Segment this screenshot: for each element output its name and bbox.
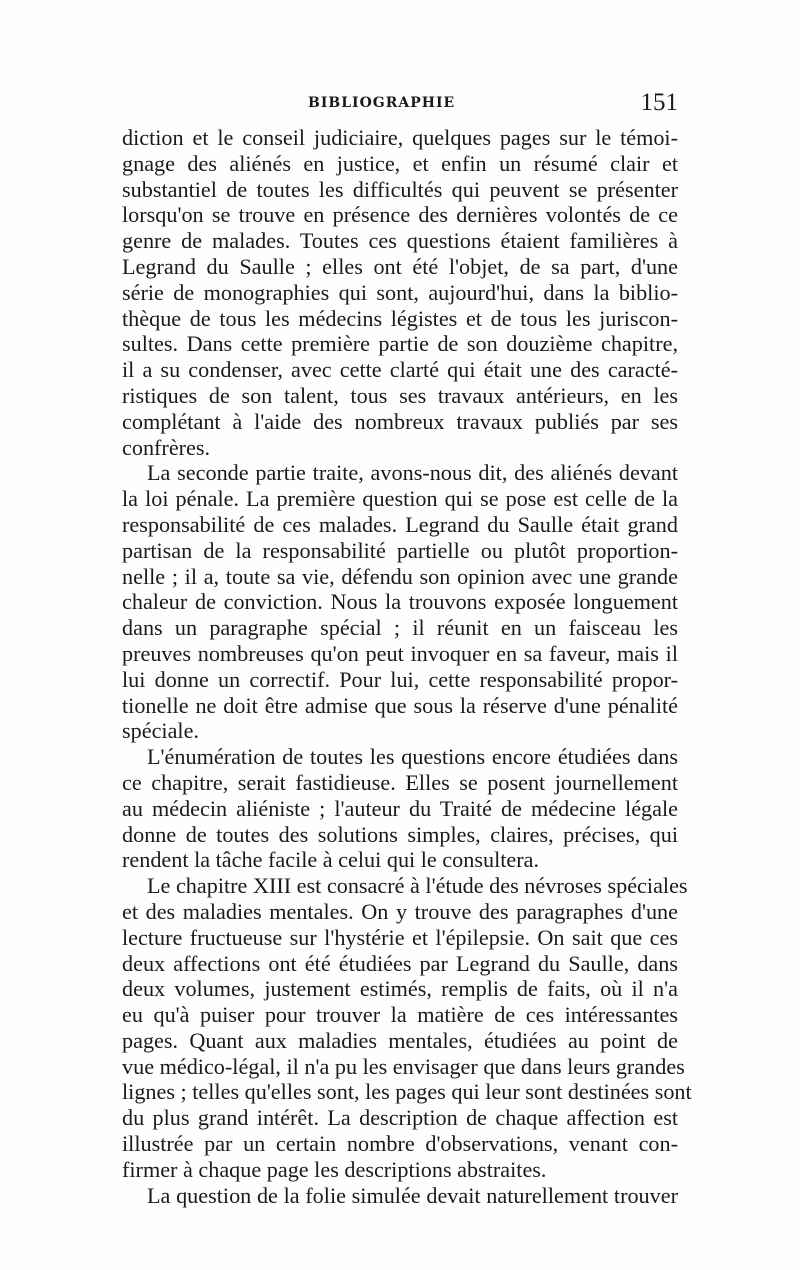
text-line: gnage des aliénés en justice, et enfin un résumé clair et [122,150,678,176]
text-line: lignes ; telles qu'elles sont, les pages qui leur sont destinées sont [122,1079,692,1105]
text-line: dans un paragraphe spécial ; il réunit en un faisceau les [122,615,678,641]
text-line: preuves nombreuses qu'on peut invoquer en sa faveur, mais il [122,640,678,666]
text-line: Legrand du Saulle ; elles ont été l'objet, de sa part, d'une [122,253,678,279]
text-line: tionelle ne doit être admise que sous la réserve d'une pénalité [122,692,678,718]
text-line: lecture fructueuse sur l'hystérie et l'épilepsie. On sait que ces [122,924,678,950]
text-line: firmer à chaque page les descriptions abstraites. [122,1156,547,1182]
text-line: série de monographies qui sont, aujourd'hui, dans la biblio- [122,279,678,305]
text-line: vue médico-légal, il n'a pu les envisager que dans leurs grandes [122,1053,685,1079]
text-line: spéciale. [122,718,199,744]
text-line: il a su condenser, avec cette clarté qui était une des caracté- [122,357,678,383]
text-line: au médecin aliéniste ; l'auteur du Traité de médecine légale [122,795,678,821]
text-line: deux volumes, justement estimés, remplis de faits, où il n'a [122,976,678,1002]
text-line: L'énumération de toutes les questions encore étudiées dans [147,744,678,770]
text-line: genre de malades. Toutes ces questions étaient familières à [122,228,678,254]
paragraph-3 [122,744,678,873]
page-header [122,89,678,123]
paragraph-5 [122,1183,678,1209]
text-line: chaleur de conviction. Nous la trouvons exposée longuement [122,589,678,615]
text-line: Le chapitre XIII est consacré à l'étude des névroses spéciales [147,873,688,899]
text-line: thèque de tous les médecins légistes et de tous les juriscon- [122,305,678,331]
text-line: illustrée par un certain nombre d'observations, venant con- [122,1131,678,1157]
text-line: rendent la tâche facile à celui qui le consultera. [122,847,540,873]
text-line: lui donne un correctif. Pour lui, cette responsabilité propor- [122,666,678,692]
text-line: complétant à l'aide des nombreux travaux publiés par ses [122,408,678,434]
text-line: eu qu'à puiser pour trouver la matière de ces intéressantes [122,1002,678,1028]
text-line: lorsqu'on se trouve en présence des dernières volontés de ce [122,202,678,228]
text-line: responsabilité de ces malades. Legrand du Saulle était grand [122,511,678,537]
text-line: nelle ; il a, toute sa vie, défendu son opinion avec une grande [122,563,678,589]
text-line: du plus grand intérêt. La description de chaque affection est [122,1105,678,1131]
page-number: 151 [640,89,678,116]
text-line: deux affections ont été étudiées par Legrand du Saulle, dans [122,950,678,976]
text-line: la loi pénale. La première question qui se pose est celle de la [122,486,678,512]
text-line: substantiel de toutes les difficultés qui peuvent se présenter [122,176,678,202]
text-line: confrères. [122,434,211,460]
text-line: ristiques de son talent, tous ses travaux antérieurs, en les [122,382,678,408]
text-line: et des maladies mentales. On y trouve des paragraphes d'une [122,898,678,924]
text-line: partisan de la responsabilité partielle ou plutôt proportion- [122,537,678,563]
text-line: La question de la folie simulée devait naturellement trouver [147,1182,678,1208]
text-line: La seconde partie traite, avons-nous dit, des aliénés devant [147,460,678,486]
paragraph-4 [122,873,692,1183]
text-line: ce chapitre, serait fastidieuse. Elles se posent journellement [122,769,678,795]
text-line: pages. Quant aux maladies mentales, étudiées au point de [122,1027,678,1053]
text-line: sultes. Dans cette première partie de son douzième chapitre, [122,331,678,357]
paragraph-2 [122,460,678,744]
text-line: diction et le conseil judiciaire, quelques pages sur le témoi- [122,125,678,150]
text-line: donne de toutes des solutions simples, claires, précises, qui [122,821,678,847]
running-head: BIBLIOGRAPHIE [308,95,456,111]
paragraph-1 [122,125,678,460]
body-text [122,125,692,1208]
